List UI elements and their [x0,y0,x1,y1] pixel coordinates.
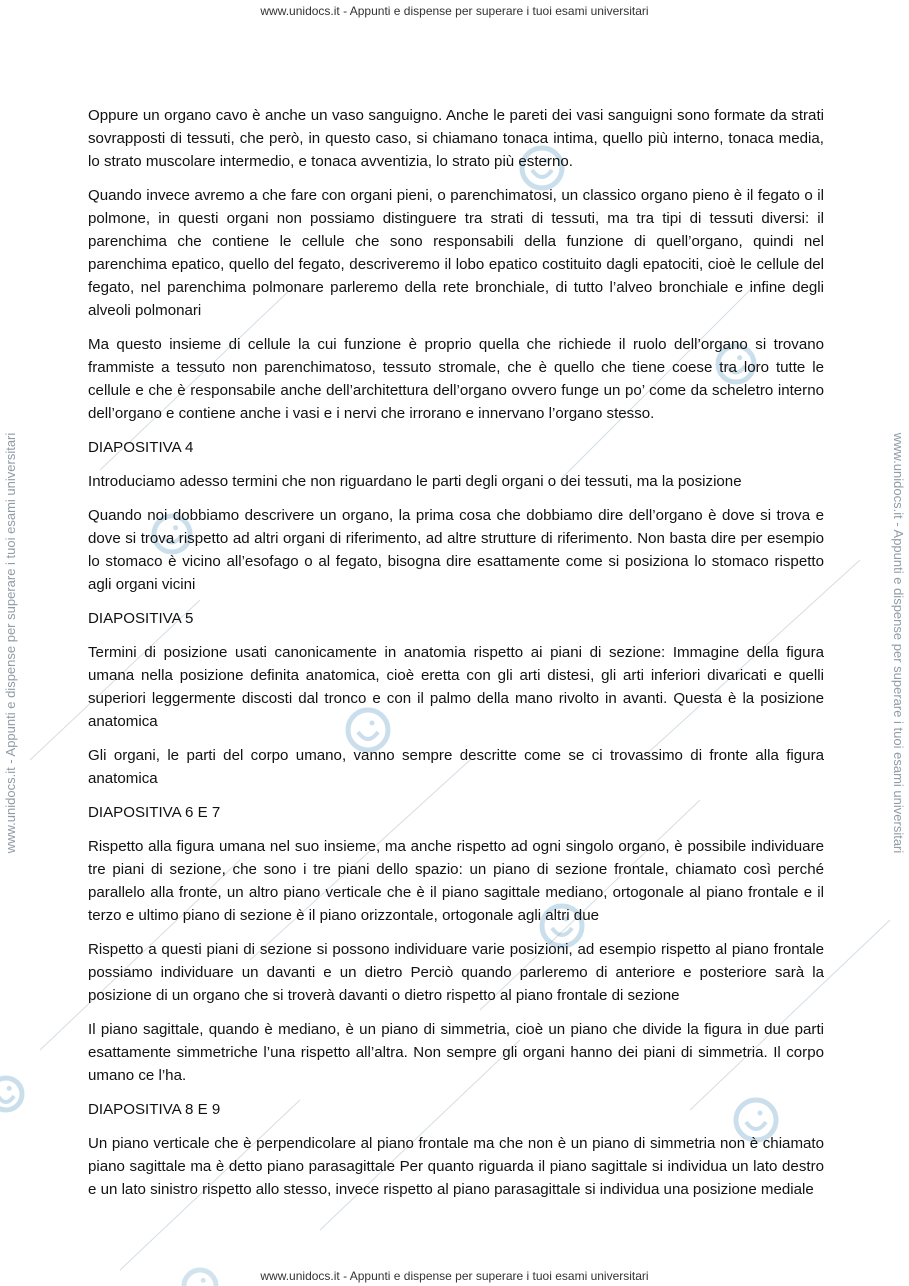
document-body [88,104,824,1212]
section-heading-slide-4: DIAPOSITIVA 4 [88,439,194,456]
watermark-side-right-text: www.unidocs.it - Appunti e dispense per superare i tuoi esami universitari [891,432,906,854]
section-heading-slide-5: DIAPOSITIVA 5 [88,610,194,627]
paragraph-parenchymal-organs: Quando invece avremo a che fare con organi pieni, o parenchimatosi, un classico organo pieno è il fegato o il polmone, in questi organi non possiamo distinguere tra strati di tessuti, ma tra tipi di tessuti diversi: il parenchima che contiene le cellule che sono responsabili della funzione di quell’organo, quindi nel parenchima epatico, quello del fegato, descriveremo il lobo epatico costituito dagli epatociti, cioè le cellule del fegato, nel parenchima polmonare parleremo della rete bronchiale, di tutto l’alveo bronchiale e infine degli alveoli polmonari [88,187,824,319]
paragraph-anterior-posterior: Rispetto a questi piani di sezione si possono individuare varie posizioni, ad esempio rispetto al piano frontale possiamo individuare un davanti e un dietro Perciò quando parleremo di anteriore e posteriore sarà la posizione di un organo che si troverà davanti o dietro rispetto al piano frontale di sezione [88,941,824,1004]
paragraph-anatomical-position: Termini di posizione usati canonicamente in anatomia rispetto ai piani di sezione: Immagine della figura umana nella posizione definita anatomica, cioè eretta con gli arti distesi, gli arti inferiori divaricati e quelli superiori leggermente discosti dal tronco e con il palmo della mano rivolto in avanti. Questa è la posizione anatomica [88,644,824,730]
paragraph-stromal-tissue: Ma questo insieme di cellule la cui funzione è proprio quella che richiede il ruolo dell’organo si trovano frammiste a tessuto non parenchimatoso, tessuto stromale, che è quello che tiene coese tra loro tutte le cellule e che è responsabile anche dell’architettura dell’organo ovvero funge un po’ come da scheletro interno dell’organo e contiene anche i vasi e i nervi che irrorano e innervano l’organo stesso. [88,336,824,422]
watermark-side-left-text: www.unidocs.it - Appunti e dispense per superare i tuoi esami universitari [3,432,18,854]
watermark-banner-bottom: www.unidocs.it - Appunti e dispense per superare i tuoi esami universitari [260,1269,649,1283]
paragraph-describe-organ: Quando noi dobbiamo descrivere un organo, la prima cosa che dobbiamo dire dell’organo è dove si trova e dove si trova rispetto ad altri organi di riferimento, ad altre strutture di riferimento. Non basta dire per esempio lo stomaco è vicino all’esofago o al fegato, bisogna dire esattamente come si posiziona lo stomaco rispetto agli organi vicini [88,507,824,593]
paragraph-hollow-organ-vessel: Oppure un organo cavo è anche un vaso sanguigno. Anche le pareti dei vasi sanguigni sono formate da strati sovrapposti di tessuti, che però, in questo caso, si chiamano tonaca intima, quello più interno, tonaca media, lo strato muscolare intermedio, e tonaca avventizia, lo strato più esterno. [88,107,824,170]
paragraph-position-intro: Introduciamo adesso termini che non riguardano le parti degli organi o dei tessuti, ma la posizione [88,473,742,490]
paragraph-section-planes: Rispetto alla figura umana nel suo insieme, ma anche rispetto ad ogni singolo organo, è possibile individuare tre piani di sezione, che sono i tre piani dello spazio: un piano di sezione frontale, chiamato così perché parallelo alla fronte, un altro piano verticale che è il piano sagittale mediano, ortogonale al piano frontale e il terzo e ultimo piano di sezione è il piano orizzontale, ortogonale agli altri due [88,838,824,924]
paragraph-front-view: Gli organi, le parti del corpo umano, vanno sempre descritte come se ci trovassimo di fronte alla figura anatomica [88,747,824,787]
paragraph-parasagittal: Un piano verticale che è perpendicolare al piano frontale ma che non è un piano di simmetria non è chiamato piano sagittale ma è detto piano parasagittale Per quanto riguarda il piano sagittale si individua un lato destro e un lato sinistro rispetto allo stesso, invece rispetto al piano parasagittale si individua una posizione mediale [88,1135,824,1198]
watermark-banner-top: www.unidocs.it - Appunti e dispense per superare i tuoi esami universitari [260,4,649,18]
watermark-side-right [889,0,907,1286]
section-heading-slide-8-9: DIAPOSITIVA 8 E 9 [88,1101,221,1118]
section-heading-slide-6-7: DIAPOSITIVA 6 E 7 [88,804,221,821]
watermark-side-left [2,0,20,1286]
paragraph-sagittal-symmetry: Il piano sagittale, quando è mediano, è un piano di simmetria, cioè un piano che divide la figura in due parti esattamente simmetriche l’una rispetto all’altra. Non sempre gli organi hanno dei piani di simmetria. Il corpo umano ce l’ha. [88,1021,824,1084]
